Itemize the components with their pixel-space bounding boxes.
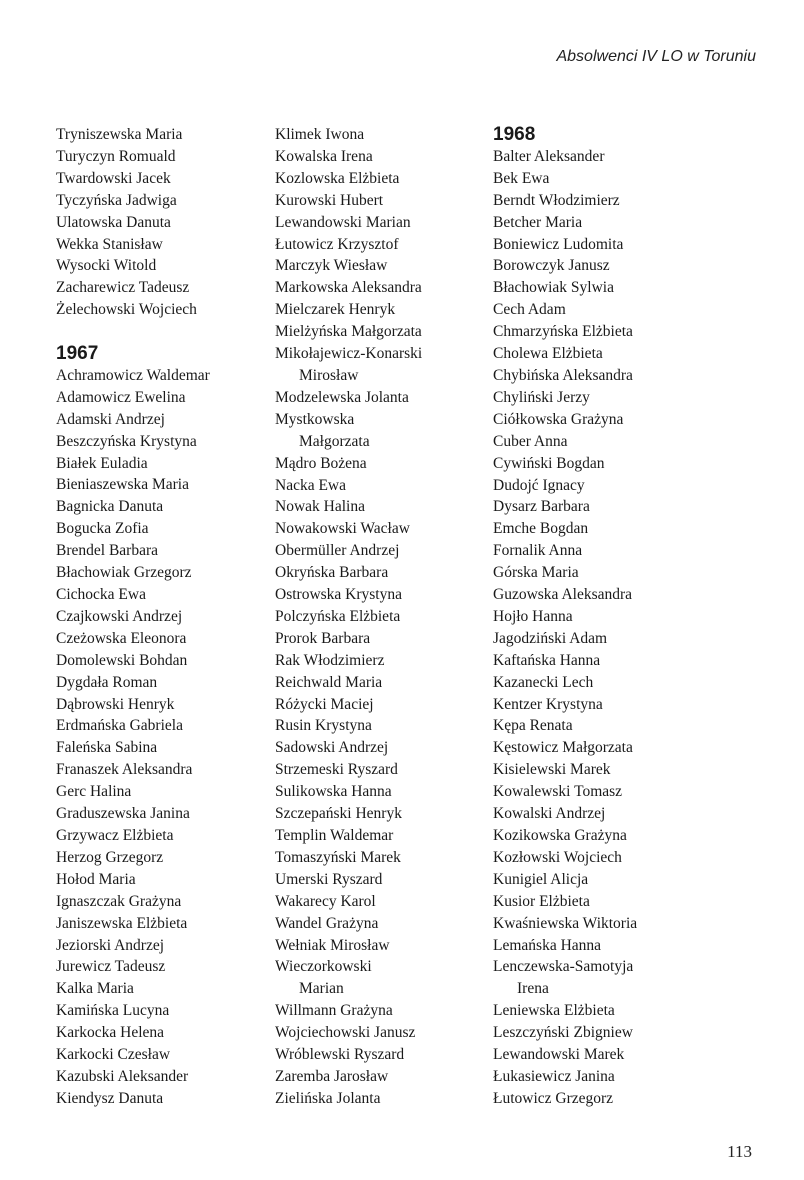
- list-item: Dysarz Barbara: [493, 498, 590, 516]
- list-item: Okryńska Barbara: [275, 564, 389, 582]
- list-item: Twardowski Jacek: [56, 169, 171, 187]
- column-1: [56, 124, 271, 1110]
- list-item: Kurowski Hubert: [275, 191, 384, 209]
- list-item: Betcher Maria: [493, 213, 583, 231]
- list-item: Franaszek Aleksandra: [56, 761, 193, 779]
- list-item: Czeżowska Eleonora: [56, 629, 187, 647]
- list-item: Klimek Iwona: [275, 126, 365, 143]
- list-item: Umerski Ryszard: [275, 870, 383, 888]
- list-item: Ulatowska Danuta: [56, 213, 171, 231]
- list-item: Willmann Grażyna: [275, 1002, 393, 1020]
- list-item-continuation: Marian: [299, 980, 344, 998]
- list-item: Balter Aleksander: [493, 147, 605, 165]
- list-item: Brendel Barbara: [56, 542, 158, 560]
- list-item: Wakarecy Karol: [275, 892, 376, 910]
- list-item: Nacka Ewa: [275, 476, 346, 494]
- list-item: Markowska Aleksandra: [275, 279, 422, 297]
- list-item: Bagnicka Danuta: [56, 498, 164, 516]
- list-item: Fornalik Anna: [493, 542, 583, 560]
- list-item: Mielczarek Henryk: [275, 301, 396, 319]
- list-item: Czajkowski Andrzej: [56, 607, 183, 625]
- list-item: Wróblewski Ryszard: [275, 1046, 405, 1064]
- list-item: Sulikowska Hanna: [275, 783, 392, 801]
- list-item: Guzowska Aleksandra: [493, 586, 633, 604]
- list-item: Turyczyn Romuald: [56, 147, 176, 165]
- list-item: Kozlowska Elżbieta: [275, 169, 400, 187]
- list-item: Kępa Renata: [493, 717, 573, 735]
- list-item: Jeziorski Andrzej: [56, 936, 165, 954]
- list-item: Mikołajewicz-Konarski: [275, 345, 423, 363]
- list-item: Ciółkowska Grażyna: [493, 410, 624, 428]
- list-item: Lewandowski Marian: [275, 213, 411, 231]
- list-item: Jagodziński Adam: [493, 629, 608, 647]
- list-item: Boniewicz Ludomita: [493, 235, 624, 253]
- list-item: Chmarzyńska Elżbieta: [493, 323, 633, 341]
- column-2: [275, 124, 490, 1110]
- list-item: Ignaszczak Grażyna: [56, 892, 182, 910]
- list-item: Kisielewski Marek: [493, 761, 611, 779]
- list-item: Błachowiak Grzegorz: [56, 564, 192, 582]
- list-item: Wełniak Mirosław: [275, 936, 390, 954]
- list-item: Dąbrowski Henryk: [56, 695, 175, 713]
- list-item: Chyliński Jerzy: [493, 388, 590, 406]
- list-item: Modzelewska Jolanta: [275, 388, 409, 406]
- list-item: Prorok Barbara: [275, 629, 371, 647]
- list-item: Wandel Grażyna: [275, 914, 379, 932]
- list-item: Łutowicz Grzegorz: [493, 1089, 614, 1107]
- list-item: Tomaszyński Marek: [275, 848, 401, 866]
- list-item: Borowczyk Janusz: [493, 257, 610, 275]
- list-item: Herzog Grzegorz: [56, 848, 164, 866]
- list-1968: [493, 146, 708, 1110]
- list-item: Lenczewska-Samotyja: [493, 958, 634, 976]
- list-item: Cywiński Bogdan: [493, 454, 605, 472]
- list-item: Adamowicz Ewelina: [56, 388, 186, 406]
- list-item: Polczyńska Elżbieta: [275, 607, 401, 625]
- list-item: Bogucka Zofia: [56, 520, 149, 538]
- list-item: Dudojć Ignacy: [493, 476, 585, 494]
- list-item: Gerc Halina: [56, 783, 132, 801]
- page-number: 113: [727, 1142, 752, 1161]
- list-item: Wieczorkowski: [275, 958, 372, 976]
- list-item: Cichocka Ewa: [56, 586, 146, 604]
- list-item: Nowakowski Wacław: [275, 520, 410, 538]
- column-3: [493, 124, 708, 1110]
- list-item: Lewandowski Marek: [493, 1046, 625, 1064]
- list-item: Żelechowski Wojciech: [56, 301, 197, 319]
- list-item: Różycki Maciej: [275, 695, 374, 713]
- list-item: Erdmańska Gabriela: [56, 717, 183, 735]
- list-item: Kwaśniewska Wiktoria: [493, 914, 638, 932]
- list-item: Cholewa Elżbieta: [493, 345, 603, 363]
- list-item: Domolewski Bohdan: [56, 651, 188, 669]
- list-item: Beszczyńska Krystyna: [56, 432, 197, 450]
- list-item: Leniewska Elżbieta: [493, 1002, 615, 1020]
- list-item: Wekka Stanisław: [56, 235, 163, 253]
- list-item: Mielżyńska Małgorzata: [275, 323, 422, 341]
- list-item: Rusin Krystyna: [275, 717, 372, 735]
- list-item: Cech Adam: [493, 301, 566, 319]
- list-item: Bieniaszewska Maria: [56, 476, 189, 494]
- list-1966-continued: [56, 124, 271, 321]
- list-item: Karkocki Czesław: [56, 1046, 171, 1064]
- list-item: Kazanecki Lech: [493, 673, 594, 691]
- list-item: Nowak Halina: [275, 498, 365, 516]
- list-item: Kusior Elżbieta: [493, 892, 590, 910]
- list-1967: [56, 365, 271, 1110]
- list-item: Kentzer Krystyna: [493, 695, 603, 713]
- list-item: Bek Ewa: [493, 169, 550, 187]
- list-item: Kęstowicz Małgorzata: [493, 739, 633, 757]
- list-item: Marczyk Wiesław: [275, 257, 388, 275]
- list-item: Berndt Włodzimierz: [493, 191, 620, 209]
- list-item: Wysocki Witold: [56, 257, 157, 275]
- list-item: Łukasiewicz Janina: [493, 1067, 615, 1085]
- list-item: Hojło Hanna: [493, 607, 573, 625]
- list-item: Kamińska Lucyna: [56, 1002, 170, 1020]
- list-item: Kozikowska Grażyna: [493, 827, 627, 844]
- list-item: Cuber Anna: [493, 432, 568, 450]
- section-gap: [56, 321, 271, 343]
- list-item: Karkocka Helena: [56, 1024, 165, 1042]
- list-item: Obermüller Andrzej: [275, 542, 400, 560]
- list-item: Chybińska Aleksandra: [493, 366, 633, 384]
- list-item: Dygdała Roman: [56, 673, 158, 691]
- list-item: Hołod Maria: [56, 870, 136, 888]
- list-item: Leszczyński Zbigniew: [493, 1024, 633, 1042]
- list-item-continuation: Małgorzata: [299, 432, 370, 450]
- list-item: Błachowiak Sylwia: [493, 279, 614, 297]
- list-item: Białek Euladia: [56, 454, 148, 472]
- list-item: Reichwald Maria: [275, 673, 383, 691]
- list-item: Kowalewski Tomasz: [493, 783, 623, 801]
- list-item: Faleńska Sabina: [56, 739, 158, 757]
- list-item: Grzywacz Elżbieta: [56, 826, 174, 844]
- list-item: Kalka Maria: [56, 980, 134, 998]
- list-item: Szczepański Henryk: [275, 805, 402, 823]
- list-item: Zaremba Jarosław: [275, 1067, 389, 1085]
- list-item: Kazubski Aleksander: [56, 1067, 189, 1085]
- list-item: Górska Maria: [493, 564, 579, 582]
- list-item: Tyczyńska Jadwiga: [56, 191, 177, 209]
- list-item: Rak Włodzimierz: [275, 651, 385, 669]
- list-item: Kowalska Irena: [275, 147, 373, 165]
- list-item: Sadowski Andrzej: [275, 739, 389, 757]
- list-item-continuation: Irena: [517, 980, 549, 998]
- list-item: Lemańska Hanna: [493, 936, 602, 954]
- list-item: Graduszewska Janina: [56, 805, 190, 823]
- list-item: Strzemeski Ryszard: [275, 761, 398, 779]
- list-item: Tryniszewska Maria: [56, 126, 183, 143]
- list-item: Adamski Andrzej: [56, 410, 165, 428]
- list-item: Janiszewska Elżbieta: [56, 914, 188, 932]
- list-item: Jurewicz Tadeusz: [56, 958, 166, 976]
- list-item: Emche Bogdan: [493, 520, 589, 538]
- list-item: Kaftańska Hanna: [493, 651, 601, 669]
- list-item: Kunigiel Alicja: [493, 870, 589, 888]
- list-item: Kozłowski Wojciech: [493, 848, 622, 866]
- list-item: Wojciechowski Janusz: [275, 1024, 416, 1042]
- list-item: Kowalski Andrzej: [493, 805, 606, 823]
- list-item: Ostrowska Krystyna: [275, 586, 402, 604]
- list-item: Zacharewicz Tadeusz: [56, 279, 190, 297]
- list-item: Mystkowska: [275, 410, 355, 428]
- running-header: Absolwenci IV LO w Toruniu: [556, 48, 756, 65]
- year-heading-1968: 1968: [493, 124, 536, 145]
- year-heading-1967: 1967: [56, 343, 99, 365]
- list-item: Achramowicz Waldemar: [56, 366, 210, 384]
- list-item: Zielińska Jolanta: [275, 1089, 381, 1107]
- list-item: Łutowicz Krzysztof: [275, 235, 399, 253]
- list-item-continuation: Mirosław: [299, 366, 359, 384]
- list-item: Templin Waldemar: [275, 827, 394, 844]
- list-item: Mądro Bożena: [275, 454, 367, 472]
- list-item: Kiendysz Danuta: [56, 1089, 164, 1107]
